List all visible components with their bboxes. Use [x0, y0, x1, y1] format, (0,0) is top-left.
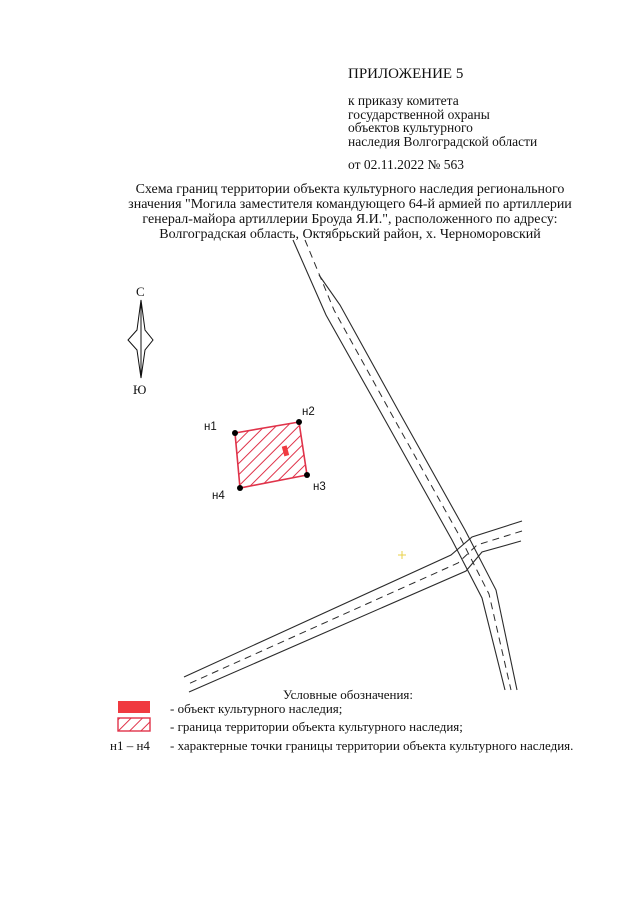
scheme-title-line-3: генерал-майора артиллерии Броуда Я.И.", расположенного по адресу:: [142, 212, 558, 227]
legend-points-text: - характерные точки границы территории объекта культурного наследия.: [170, 738, 574, 753]
territory-boundary: [235, 422, 307, 488]
point-label-n2: н2: [302, 406, 315, 418]
scheme-title-line-4: Волгоградская область, Октябрьский район, х. Черноморовский: [159, 227, 541, 242]
compass-north-label: С: [136, 284, 145, 299]
scheme-title-line-1: Схема границ территории объекта культурного наследия регионального: [135, 182, 565, 197]
boundary-point-n1: [232, 430, 238, 436]
compass-south-label: Ю: [133, 382, 147, 397]
legend-object-symbol: [118, 701, 150, 713]
order-line-4: наследия Волгоградской области: [348, 133, 538, 149]
point-label-n4: н4: [212, 490, 225, 502]
compass-icon: [128, 300, 153, 378]
order-line-3: объектов культурного: [348, 120, 473, 135]
road-main: [293, 240, 517, 690]
point-label-n1: н1: [204, 421, 217, 433]
order-line-2: государственной охраны: [348, 106, 490, 122]
legend-boundary-symbol: [118, 718, 150, 731]
legend-object-text: - объект культурного наследия;: [170, 701, 343, 716]
legend-title: Условные обозначения:: [283, 687, 414, 702]
boundary-point-n4: [237, 485, 243, 491]
appendix-title: ПРИЛОЖЕНИЕ 5: [348, 66, 464, 82]
map-mark: [398, 551, 406, 559]
legend-points-symbol: н1 – н4: [110, 738, 150, 753]
boundary-point-n2: [296, 419, 302, 425]
order-line-1: к приказу комитета: [348, 93, 459, 108]
boundary-point-n3: [304, 472, 310, 478]
scheme-title-line-2: значения "Могила заместителя командующего 64-й армией по артиллерии: [128, 197, 572, 212]
point-label-n3: н3: [313, 481, 326, 493]
order-date: от 02.11.2022 № 563: [348, 157, 464, 172]
legend-boundary-text: - граница территории объекта культурного наследия;: [170, 719, 463, 734]
road-cross: [184, 521, 522, 692]
